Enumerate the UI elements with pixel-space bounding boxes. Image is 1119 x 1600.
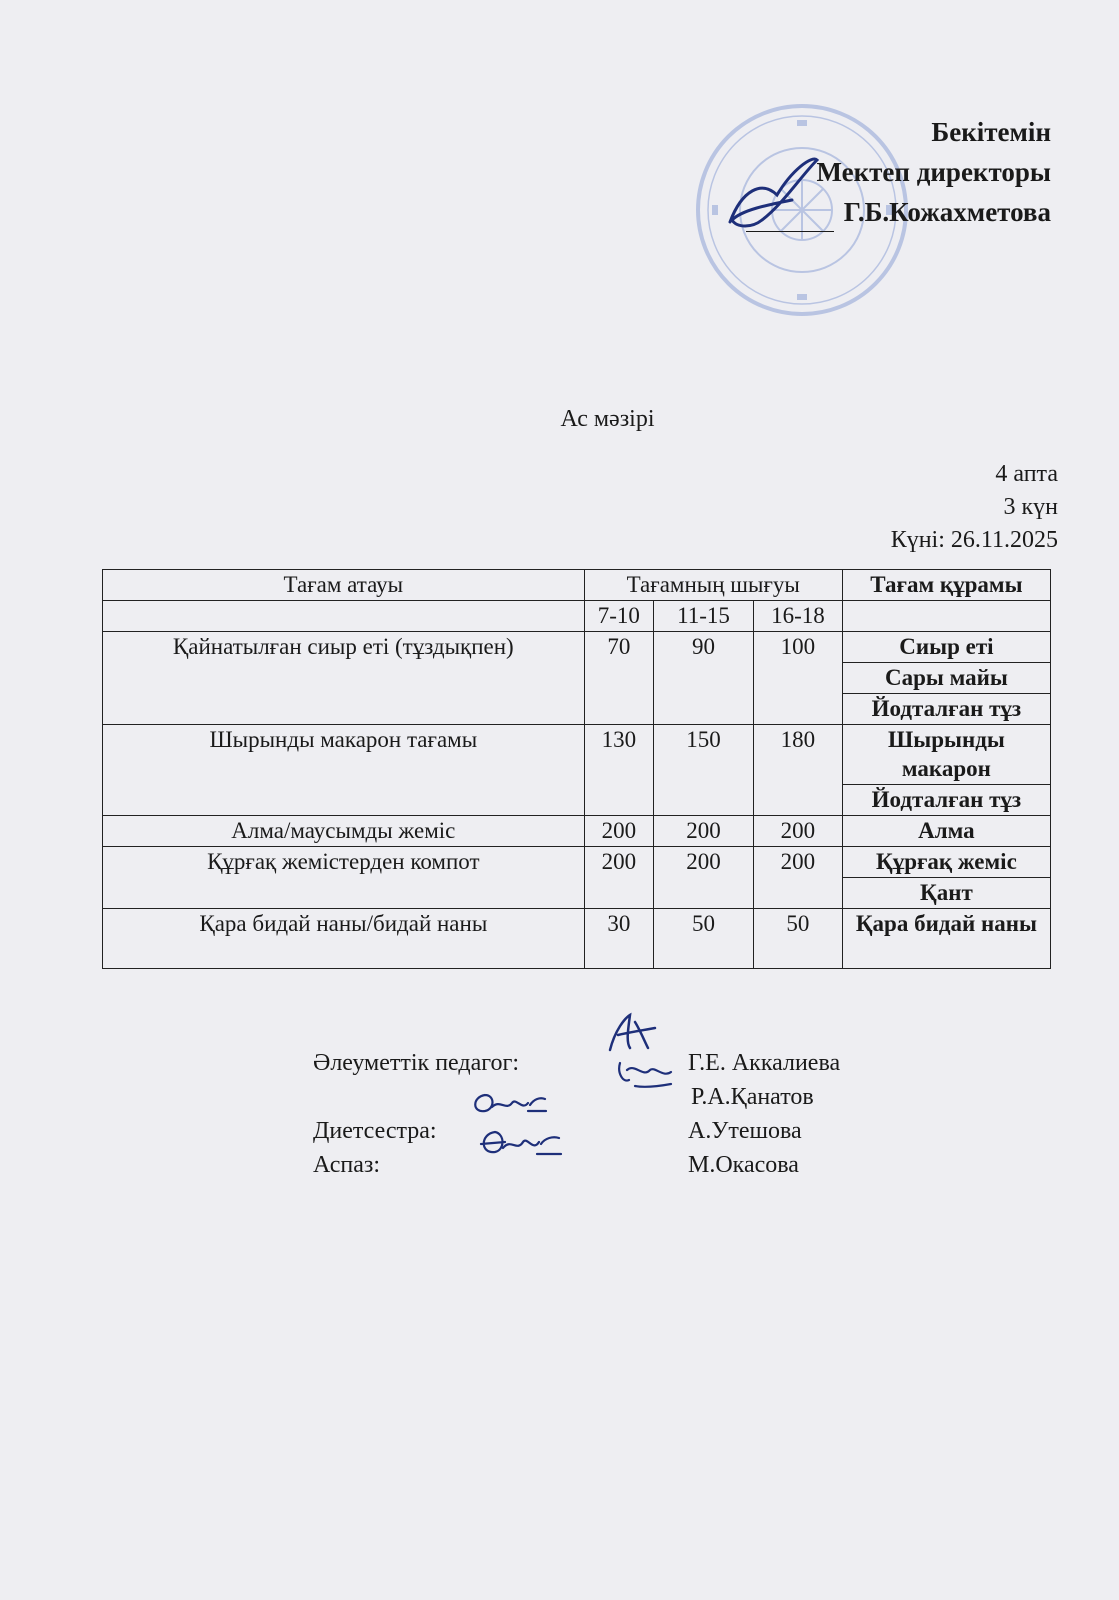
dish-name: Қайнатылған сиыр еті (тұздықпен) [103,632,585,725]
person-name: А.Утешова [688,1118,802,1144]
portion-16-18: 180 [754,725,843,816]
role-label: Диетсестра: [313,1118,437,1144]
header-composition: Тағам құрамы [842,570,1050,601]
menu-meta [891,458,1058,557]
signature-row-cook [313,1148,933,1182]
dish-name: Құрғақ жемістерден компот [103,847,585,909]
table-row [103,909,1051,969]
approval-heading: Бекітемін [931,117,1051,147]
portion-16-18: 100 [754,632,843,725]
header-output: Тағамның шығуы [584,570,842,601]
signature-row-dietitian [313,1114,933,1148]
table-row [103,632,1051,663]
week-label: 4 апта [995,461,1058,487]
header-dish-name: Тағам атауы [103,570,585,601]
ingredient: Алма [842,816,1050,847]
portion-16-18: 200 [754,847,843,909]
handwritten-signature [470,1085,550,1120]
dish-name: Шырынды макарон тағамы [103,725,585,816]
portion-7-10: 130 [584,725,653,816]
director-name: Г.Б.Кожахметова [843,197,1051,227]
portion-7-10: 70 [584,632,653,725]
portion-11-15: 50 [654,909,754,969]
ingredient: Қант [842,878,1050,909]
ingredient: Йодталған тұз [842,694,1050,725]
person-name: М.Окасова [688,1152,799,1178]
header-empty-cell [842,601,1050,632]
dish-name: Алма/маусымды жеміс [103,816,585,847]
ingredient: Қара бидай наны [842,909,1050,969]
header-age-7-10: 7-10 [584,601,653,632]
director-signature [722,150,832,235]
person-name: Р.А.Қанатов [691,1084,814,1110]
portion-16-18: 200 [754,816,843,847]
ingredient: Шырынды макарон [842,725,1050,785]
header-empty-cell [103,601,585,632]
page-title: Ас мәзірі [560,406,655,432]
portion-7-10: 200 [584,816,653,847]
ingredient: Сиыр еті [842,632,1050,663]
handwritten-signature [615,1058,675,1092]
person-name: Г.Е. Аккалиева [688,1050,841,1076]
menu-table [102,569,1051,969]
portion-16-18: 50 [754,909,843,969]
role-label: Аспаз: [313,1152,381,1178]
portion-11-15: 90 [654,632,754,725]
handwritten-signature [475,1122,565,1162]
header-age-16-18: 16-18 [754,601,843,632]
portion-7-10: 200 [584,847,653,909]
ingredient: Сары майы [842,663,1050,694]
dish-name: Қара бидай наны/бидай наны [103,909,585,969]
ingredient: Құрғақ жеміс [842,847,1050,878]
portion-11-15: 200 [654,816,754,847]
date-label: Күні: 26.11.2025 [890,527,1058,553]
ingredient: Йодталған тұз [842,785,1050,816]
table-row [103,816,1051,847]
header-age-11-15: 11-15 [654,601,754,632]
portion-7-10: 30 [584,909,653,969]
table-row [103,725,1051,785]
portion-11-15: 150 [654,725,754,816]
day-label: 3 күн [1003,494,1058,520]
portion-11-15: 200 [654,847,754,909]
approval-position: Мектеп директоры [816,157,1051,187]
handwritten-signature [600,1010,660,1055]
table-row [103,847,1051,878]
role-label: Әлеуметтік педагог: [313,1050,519,1076]
